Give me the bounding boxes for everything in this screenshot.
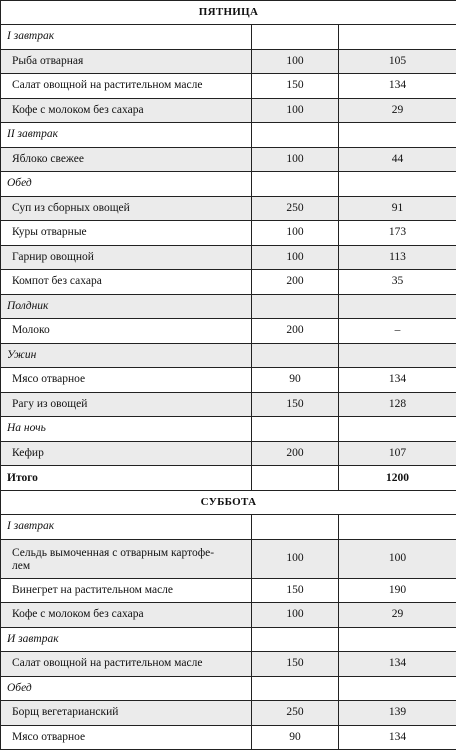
dish-kcal: 29 (339, 603, 456, 628)
dish-name: Куры отварные (1, 221, 252, 246)
dish-name: Винегрет на растительном масле (1, 578, 252, 603)
dish-weight: 100 (252, 49, 339, 74)
meal-label: Обед (1, 172, 252, 197)
dish-weight: 250 (252, 701, 339, 726)
dish-kcal: 44 (339, 147, 456, 172)
dish-kcal: 91 (339, 196, 456, 221)
dish-weight: 150 (252, 392, 339, 417)
dish-name: Кофе с молоком без сахара (1, 603, 252, 628)
dish-weight: 200 (252, 270, 339, 295)
dish-kcal: 35 (339, 270, 456, 295)
table-row (1, 392, 456, 417)
table-row (1, 196, 456, 221)
dish-kcal: 190 (339, 578, 456, 603)
dish-weight: 150 (252, 578, 339, 603)
table-row (1, 147, 456, 172)
table-row (1, 603, 456, 628)
dish-weight: 200 (252, 319, 339, 344)
table-row (1, 49, 456, 74)
dish-kcal: 100 (339, 539, 456, 578)
table-row (1, 652, 456, 677)
day-title: СУББОТА (1, 491, 456, 515)
meal-row-breakfast-1 (1, 25, 456, 50)
dish-weight: 100 (252, 147, 339, 172)
dish-name: Суп из сборных овощей (1, 196, 252, 221)
dish-name: Молоко (1, 319, 252, 344)
dish-weight: 250 (252, 196, 339, 221)
meal-row-breakfast-2 (1, 123, 456, 148)
table-row (1, 368, 456, 393)
dish-name: Яблоко свежее (1, 147, 252, 172)
table-row (1, 725, 456, 750)
dish-name: Мясо отварное (1, 725, 252, 750)
dish-weight: 100 (252, 245, 339, 270)
dish-kcal: 134 (339, 725, 456, 750)
dish-weight: 100 (252, 98, 339, 123)
dish-name-line-2: лем (12, 559, 31, 572)
dish-name: Рыба отварная (1, 49, 252, 74)
meal-label: I завтрак (1, 515, 252, 540)
meal-label: Полдник (1, 294, 252, 319)
table-row (1, 578, 456, 603)
table-row (1, 245, 456, 270)
table-row (1, 270, 456, 295)
dish-kcal: 29 (339, 98, 456, 123)
table-row (1, 539, 456, 578)
dish-kcal: 105 (339, 49, 456, 74)
dish-name: Кефир (1, 441, 252, 466)
total-label: Итого (1, 466, 252, 491)
meal-row-lunch (1, 172, 456, 197)
meal-label: На ночь (1, 417, 252, 442)
dish-weight: 150 (252, 652, 339, 677)
dish-name: Мясо отварное (1, 368, 252, 393)
meal-label: Ужин (1, 343, 252, 368)
dish-weight: 90 (252, 725, 339, 750)
dish-kcal: 113 (339, 245, 456, 270)
meal-row-dinner (1, 343, 456, 368)
table-row (1, 74, 456, 99)
dish-kcal: 134 (339, 368, 456, 393)
total-kcal: 1200 (339, 466, 456, 491)
table-row (1, 441, 456, 466)
meal-label: II завтрак (1, 123, 252, 148)
meal-row-breakfast-1 (1, 515, 456, 540)
dish-kcal: 139 (339, 701, 456, 726)
dish-weight: 90 (252, 368, 339, 393)
day-title: ПЯТНИЦА (1, 1, 456, 25)
dish-weight: 200 (252, 441, 339, 466)
dish-kcal: 134 (339, 74, 456, 99)
dish-kcal: 128 (339, 392, 456, 417)
dish-kcal: 134 (339, 652, 456, 677)
day-header-saturday (1, 491, 456, 515)
dish-name: Рагу из овощей (1, 392, 252, 417)
total-row (1, 466, 456, 491)
table-row (1, 319, 456, 344)
dish-name: Кофе с молоком без сахара (1, 98, 252, 123)
meal-label: I завтрак (1, 25, 252, 50)
meal-row-snack (1, 294, 456, 319)
dish-weight: 100 (252, 221, 339, 246)
table-row (1, 221, 456, 246)
dish-name: Компот без сахара (1, 270, 252, 295)
dish-weight: 100 (252, 603, 339, 628)
dish-weight: 100 (252, 539, 339, 578)
meal-row-night (1, 417, 456, 442)
meal-row-breakfast-2 (1, 627, 456, 652)
table-row (1, 701, 456, 726)
table-row (1, 98, 456, 123)
dish-kcal: 107 (339, 441, 456, 466)
dish-name: Борщ вегетарианский (1, 701, 252, 726)
dish-weight: 150 (252, 74, 339, 99)
dish-name: Салат овощной на растительном масле (1, 652, 252, 677)
dish-name (1, 539, 252, 578)
dish-name: Гарнир овощной (1, 245, 252, 270)
meal-row-lunch (1, 676, 456, 701)
dish-name: Салат овощной на растительном масле (1, 74, 252, 99)
dish-kcal: – (339, 319, 456, 344)
dish-name-line-1: Сельдь вымоченная с отварным картофе- (12, 546, 215, 559)
dish-kcal: 173 (339, 221, 456, 246)
meal-label: Обед (1, 676, 252, 701)
day-header-friday (1, 1, 456, 25)
meal-label: И завтрак (1, 627, 252, 652)
